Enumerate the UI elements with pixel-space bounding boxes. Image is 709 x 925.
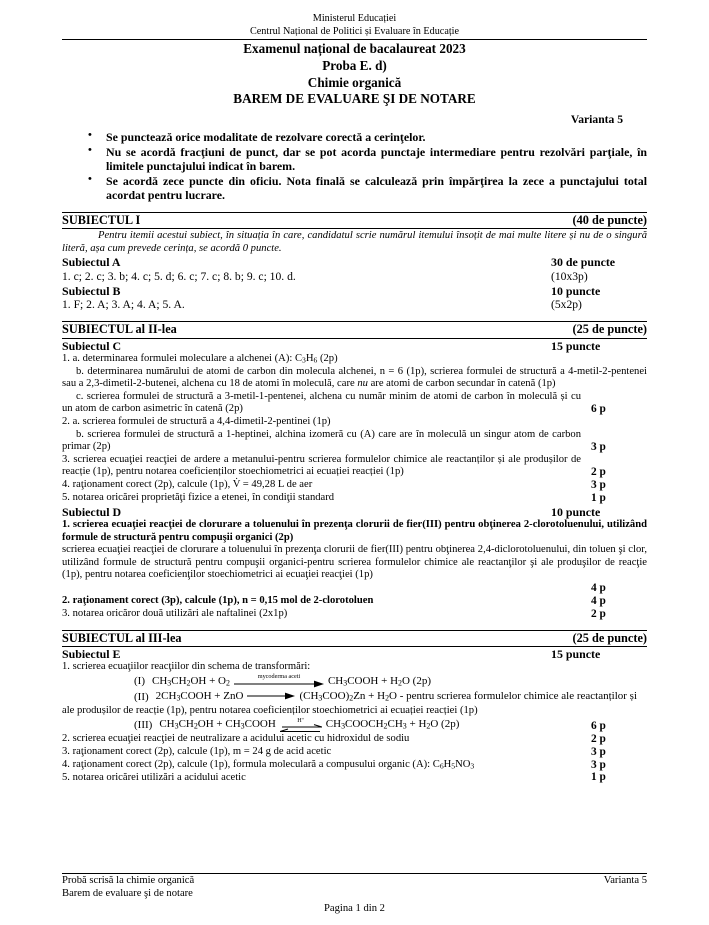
subject-d-label: Subiectul D: [62, 504, 122, 519]
section-points: (25 de puncte): [572, 630, 647, 645]
item-e4: 4. raţionament corect (2p), calcule (1p), formula moleculară a compusului organic (A): $C_6H_5NO_3$: [62, 758, 475, 771]
item-c4-row: [62, 479, 647, 492]
subject-a-answers-row: [62, 270, 647, 284]
equation-2-products: $(CH_3COO)_2Zn + H_2O$ - pentru scrierea formulelor chimice ale reactanților și: [299, 690, 638, 704]
subject-a-label: Subiectul A: [62, 255, 121, 270]
subject-c-points: 15 puncte: [551, 338, 601, 353]
item-c1a: 1. a. determinarea formulei moleculare a alchenei (A): $C_3H_6$ (2p): [62, 352, 338, 365]
subject-a-scheme: (10x3p): [551, 269, 588, 283]
item-c2-points: 3 p: [591, 440, 606, 453]
item-e2: 2. scrierea ecuaţiei reacţiei de neutralizare a acidului acetic cu hidroxidul de sodiu: [62, 733, 410, 745]
subject-d-points: 10 puncte: [551, 504, 601, 519]
grading-notes-list: [62, 130, 647, 203]
subject-c-label: Subiectul C: [62, 338, 122, 353]
note-item: • Nu se acordă fracţiuni de punct, dar se pot acorda punctaje intermediare pentru rezolvări parţiale, în limitele punctajului indicat în barem.: [96, 145, 647, 174]
exam-title-line-3: Chimie organică: [307, 74, 402, 90]
item-e5: 5. notarea oricărei utilizări a acidului acetic: [62, 771, 246, 783]
page-footer: [62, 873, 647, 915]
subject-b-heading-row: [62, 284, 647, 298]
item-c2b-row: [62, 429, 647, 454]
subject-b-points: 10 puncte: [551, 283, 601, 298]
item-e5-points: 1 p: [591, 771, 606, 784]
subject-e-label: Subiectul E: [62, 647, 121, 662]
item-e5-row: [62, 771, 647, 784]
equation-2-reactants: $2CH_3COOH$ + ZnO: [155, 690, 244, 704]
item-d3: 3. notarea oricăror două utilizări ale naftalinei (2x1p): [62, 607, 288, 619]
item-c1b: b. determinarea numărului de atomi de carbon din molecula alchenei, n = 6 (1p), scrierea formulei de structură a 4-metil-2-pentenei sau a 2,3-dimetil-2-butenei, alchena cu 18 de atomi în moleculă, care nu are atomi de carbon secundar în catenă (1p): [62, 365, 647, 390]
section-heading-subject-3: [62, 630, 647, 648]
section-points: (25 de puncte): [572, 322, 647, 337]
subject-e-points: 15 puncte: [551, 647, 601, 662]
section-heading-subject-1: [62, 212, 647, 230]
equation-1-products: $CH_3COOH + H_2O$ (2p): [327, 674, 432, 688]
item-e2-points: 2 p: [591, 732, 606, 745]
section-title: SUBIECTUL al III-lea: [62, 630, 182, 645]
equation-3-catalyst: H+: [297, 715, 305, 724]
reaction-arrow-icon: [234, 674, 324, 688]
item-c5-points: 1 p: [591, 491, 606, 504]
equation-3-products: $CH_3COOCH_2CH_3 + H_2O$ (2p): [325, 718, 460, 732]
footer-variant: Varianta 5: [603, 875, 647, 887]
item-c3: 3. scrierea ecuaţiei reacţiei de ardere a metanului-pentru scrierea formulelor chimice ale reactanților și ale produșilor de reacție (1p), pentru notarea coeficienților stoechiometrici ai ecuației reacției (1p): [62, 453, 581, 478]
subject-b-answers-row: [62, 298, 647, 312]
ministry-header: [62, 12, 647, 38]
subject-a-points: 30 de puncte: [551, 255, 616, 270]
item-e2-row: [62, 733, 647, 746]
item-c2b: b. scrierea formulei de structură a 1-heptinei, alchina izomeră cu (A) care are în moleculă un singur atom de carbon primar (2p): [62, 428, 581, 453]
equation-2-continuation: ale produșilor de reacție (1p), pentru notarea coeficienților stoechiometrici ai ecuației reacției (1p): [62, 704, 478, 716]
equation-3: [134, 717, 591, 732]
item-d1-points: 4 p: [591, 581, 606, 594]
item-e1: 1. scrierea ecuaţiilor reacţiilor din schema de transformări:: [62, 661, 311, 673]
footer-left: [62, 875, 194, 901]
subject-b-label: Subiectul B: [62, 283, 121, 298]
item-c1c-row: [62, 391, 647, 416]
item-c4-points: 3 p: [591, 478, 606, 491]
variant-label-top: Varianta 5: [570, 113, 623, 127]
ministry-line-1: Ministerul Educației: [312, 13, 397, 24]
subject-d-heading-row: [62, 505, 647, 519]
section-heading-subject-2: [62, 321, 647, 339]
exam-title-line-1: Examenul național de bacalaureat 2023: [243, 41, 466, 57]
item-c1-points: 6 p: [591, 403, 606, 416]
item-d2-row: [62, 595, 647, 608]
item-c4: 4. raţionament corect (2p), calcule (1p), V̇ = 49,28 L de aer: [62, 479, 313, 491]
item-c1c: c. scrierea formulei de structură a 3-metil-1-pentenei, alchena cu număr minim de atomi de carbon în moleculă și cu un atom de carbon asimetric în catenă (2p): [62, 390, 581, 415]
item-e3-points: 3 p: [591, 745, 606, 758]
section-points: (40 de puncte): [572, 212, 647, 227]
ministry-line-2: Centrul Național de Politici și Evaluare în Educație: [249, 26, 460, 38]
item-d1b: scrierea ecuaţiei reacţiei de clorurare a toluenului în prezenţa clorurii de fier(III) pentru obţinerea 2,4-diclorotoluenului, din toluen şi clor, utilizând formule de structură pentru compuşii organici-pentru scrierea formulelor chimice ale reactanţilor şi ale produşilor de reacţie (1p), pentru notarea coeficienţilor stoechiometrici ai ecuaţiei reacţiei (1p): [62, 544, 647, 581]
item-d2-points: 4 p: [591, 594, 606, 607]
item-d1-points-row: [62, 582, 647, 595]
item-d2: 2. raţionament corect (3p), calcule (1p), n = 0,15 mol de 2-clorotoluen: [62, 595, 374, 607]
header-divider: [62, 39, 647, 40]
item-c3-points: 2 p: [591, 466, 606, 479]
item-e1-points: 6 p: [591, 719, 606, 732]
equation-2: [134, 689, 647, 704]
subject-b-answers: 1. F; 2. A; 3. A; 4. A; 5. A.: [62, 298, 185, 312]
item-c5: 5. notarea oricărei proprietăţi fizice a etenei, în condiţii standard: [62, 492, 335, 504]
section-title: SUBIECTUL I: [62, 212, 141, 227]
page-number: Pagina 1 din 2: [324, 903, 385, 915]
item-e4-row: [62, 759, 647, 772]
equation-2-label: (II): [134, 690, 149, 703]
section-title: SUBIECTUL al II-lea: [62, 322, 177, 337]
equation-1-label: (I): [134, 675, 145, 688]
item-d1a: 1. scrierea ecuaţiei reacţiei de clorurare a toluenului în prezenţa clorurii de fier(III) pentru obţinerea 2-clorotoluenului, utilizând formule de structură pentru compuşii organici (2p): [62, 518, 647, 543]
exam-title-line-2: Proba E. d): [322, 57, 387, 73]
equation-1-reactants: $CH_3CH_2OH + O_2$: [152, 674, 230, 688]
subject-e-heading-row: [62, 647, 647, 661]
equation-1-catalyst: mycoderma aceti: [257, 672, 301, 680]
item-d3-points: 2 p: [591, 607, 606, 620]
exam-title: [62, 41, 647, 108]
item-c3-row: [62, 454, 647, 479]
equation-3-reactants: $CH_3CH_2OH$ + $CH_3COOH$: [159, 718, 276, 732]
note-item: • Se acordă zece puncte din oficiu. Nota finală se calculează prin împărţirea la zece a punctajului total acordat pentru lucrare.: [96, 174, 647, 203]
subject-c-heading-row: [62, 339, 647, 353]
item-e3-row: [62, 746, 647, 759]
equilibrium-arrow-icon: [280, 717, 322, 732]
item-c2a: 2. a. scrierea formulei de structură a 4,4-dimetil-2-pentinei (1p): [62, 415, 331, 427]
equation-3-label: (III): [134, 718, 153, 731]
item-d3-row: [62, 608, 647, 621]
equation-1: [134, 674, 647, 689]
footer-line-1: Probă scrisă la chimie organică: [62, 875, 195, 887]
exam-title-line-4: BAREM DE EVALUARE ŞI DE NOTARE: [233, 91, 476, 107]
item-e4-points: 3 p: [591, 758, 606, 771]
note-item: • Se punctează orice modalitate de rezolvare corectă a cerinţelor.: [96, 130, 647, 145]
subject-1-note: Pentru itemii acestui subiect, în situația în care, candidatul scrie numărul itemului însoțit de mai multe litere și nu de o singură literă, așa cum prevede cerința, se acordă 0 puncte.: [62, 230, 647, 254]
subject-a-answers: 1. c; 2. c; 3. b; 4. c; 5. d; 6. c; 7. c; 8. b; 9. c; 10. d.: [62, 269, 296, 283]
subject-b-scheme: (5x2p): [551, 298, 582, 312]
footer-line-2: Barem de evaluare şi de notare: [62, 888, 193, 900]
item-e3: 3. raţionament corect (2p), calcule (1p), m = 24 g de acid acetic: [62, 745, 332, 757]
reaction-arrow-icon: [247, 692, 295, 700]
item-c5-row: [62, 492, 647, 505]
subject-a-heading-row: [62, 255, 647, 269]
equation-3-row: [62, 717, 647, 732]
